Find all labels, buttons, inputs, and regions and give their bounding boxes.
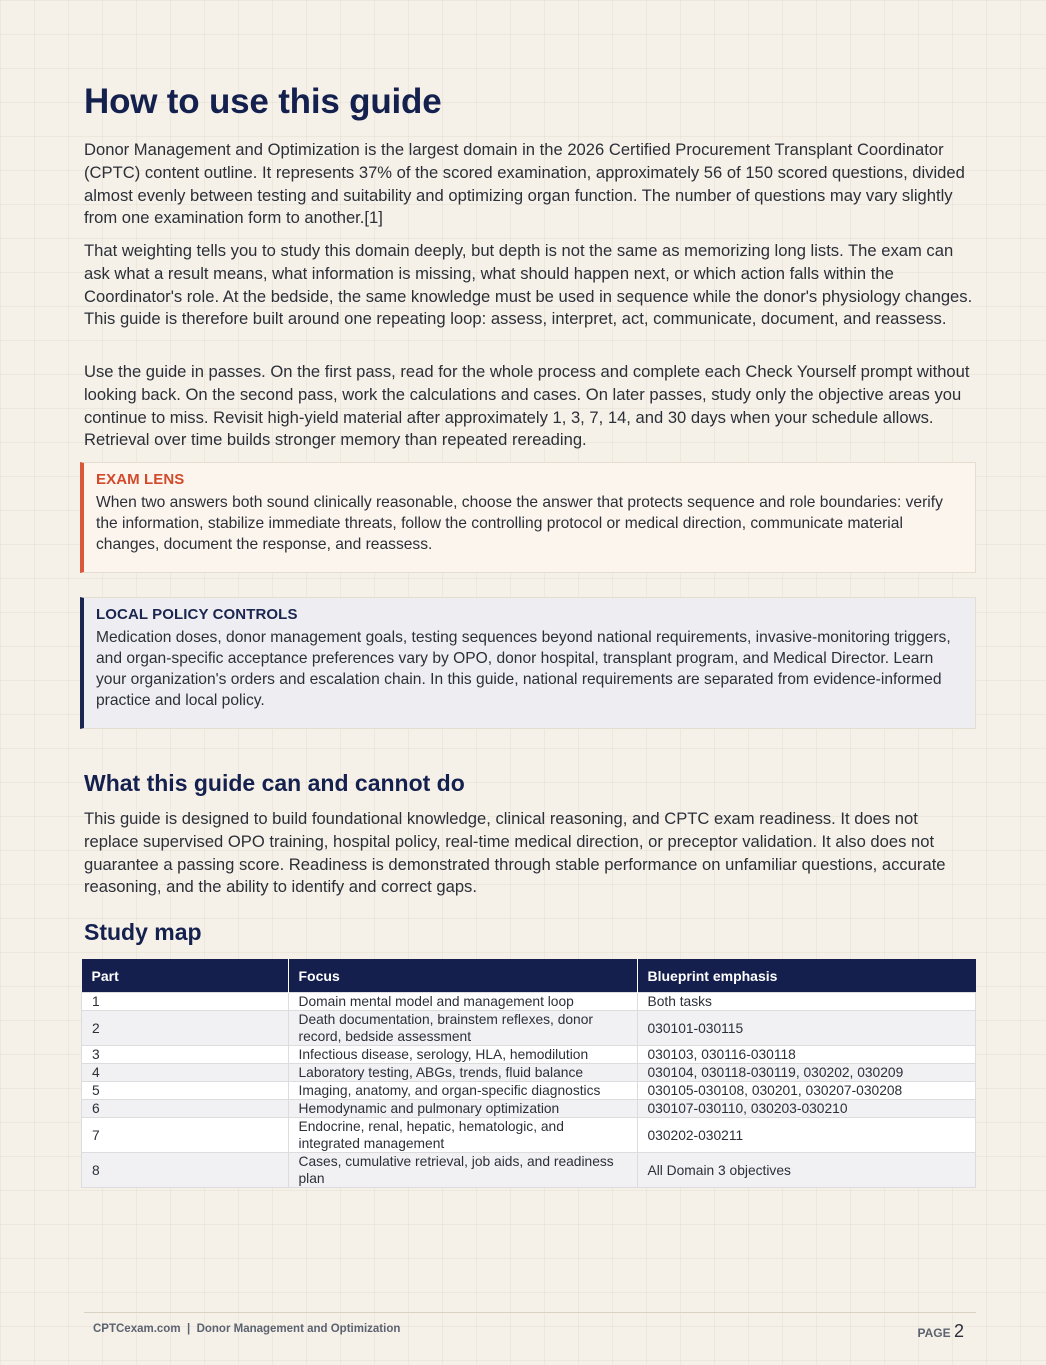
cell-part: 5 — [82, 1082, 289, 1100]
cell-part: 8 — [82, 1153, 289, 1188]
footer-separator: | — [186, 1323, 191, 1335]
exam-lens-callout — [80, 462, 976, 573]
table-row — [82, 1153, 976, 1188]
cell-blueprint: 030103, 030116-030118 — [637, 1046, 976, 1064]
table-header-row — [82, 959, 976, 993]
footer-doc-title: Donor Management and Optimization — [196, 1323, 401, 1335]
cell-focus: Cases, cumulative retrieval, job aids, and readiness plan — [288, 1153, 637, 1188]
table-row — [82, 1011, 976, 1046]
footer-page-label: PAGE — [917, 1326, 951, 1340]
footer-source — [93, 1323, 400, 1335]
cell-part: 3 — [82, 1046, 289, 1064]
footer-divider — [84, 1312, 976, 1313]
cell-focus: Hemodynamic and pulmonary optimization — [288, 1100, 637, 1118]
cell-focus: Imaging, anatomy, and organ-specific diagnostics — [288, 1082, 637, 1100]
section-heading-can-cannot: What this guide can and cannot do — [84, 770, 465, 796]
column-header-focus: Focus — [288, 959, 637, 993]
cell-blueprint: All Domain 3 objectives — [637, 1153, 976, 1188]
footer-page-number: 2 — [953, 1321, 964, 1341]
local-policy-body: Medication doses, donor management goals, testing sequences beyond national requirements, invasive-monitoring triggers, and organ-specific acceptance preferences vary by OPO, donor hospital, transplant program, and Medical Director. Learn your organization's orders and escalation chain. In this guide, national requirements are separated from evidence-informed practice and local policy. — [96, 629, 951, 709]
cell-blueprint: 030104, 030118-030119, 030202, 030209 — [637, 1064, 976, 1082]
exam-lens-title: EXAM LENS — [96, 471, 185, 488]
cell-part: 4 — [82, 1064, 289, 1082]
intro-paragraph: Donor Management and Optimization is the largest domain in the 2026 Certified Procurement Transplant Coordinator (CPTC) content outline. It represents 37% of the scored examination, approximately 56 of 150 scored questions, divided almost evenly between testing and suitability and optimizing organ function. The number of questions may vary slightly from one examination form to another.[1] — [84, 140, 965, 228]
local-policy-callout — [80, 597, 976, 729]
cell-blueprint: 030105-030108, 030201, 030207-030208 — [637, 1082, 976, 1100]
footer-site: CPTCexam.com — [93, 1323, 181, 1335]
passes-paragraph: Use the guide in passes. On the first pass, read for the whole process and complete each Check Yourself prompt without looking back. On the second pass, work the calculations and cases. On later passes, study only the objective areas you continue to miss. Revisit high-yield material after approximately 1, 3, 7, 14, and 30 days when your schedule allows. Retrieval over time builds stronger memory than repeated rereading. — [84, 362, 970, 450]
cell-part: 1 — [82, 993, 289, 1011]
cell-focus: Infectious disease, serology, HLA, hemodilution — [288, 1046, 637, 1064]
cell-blueprint: 030107-030110, 030203-030210 — [637, 1100, 976, 1118]
cell-blueprint: 030101-030115 — [637, 1011, 976, 1046]
section-heading-study-map: Study map — [84, 919, 202, 945]
table-row — [82, 1118, 976, 1153]
cell-focus: Death documentation, brainstem reflexes, donor record, bedside assessment — [288, 1011, 637, 1046]
footer-page — [918, 1321, 964, 1342]
table-row — [82, 993, 976, 1011]
column-header-blueprint: Blueprint emphasis — [637, 959, 976, 993]
table-row — [82, 1046, 976, 1064]
study-map-table — [81, 959, 976, 1188]
table-row — [82, 1064, 976, 1082]
column-header-part: Part — [82, 959, 289, 993]
cell-blueprint: 030202-030211 — [637, 1118, 976, 1153]
cell-focus: Laboratory testing, ABGs, trends, fluid balance — [288, 1064, 637, 1082]
local-policy-title: LOCAL POLICY CONTROLS — [96, 606, 298, 623]
can-cannot-paragraph: This guide is designed to build foundational knowledge, clinical reasoning, and CPTC exam readiness. It does not replace supervised OPO training, hospital policy, real-time medical direction, or preceptor validation. It also does not guarantee a passing score. Readiness is demonstrated through stable performance on unfamiliar questions, accurate reasoning, and the ability to identify and correct gaps. — [84, 809, 946, 897]
cell-part: 6 — [82, 1100, 289, 1118]
exam-lens-body: When two answers both sound clinically reasonable, choose the answer that protects sequence and role boundaries: verify the information, stabilize immediate threats, follow the controlling protocol or medical direction, communicate material changes, document the response, and reassess. — [96, 494, 943, 553]
weighting-paragraph: That weighting tells you to study this domain deeply, but depth is not the same as memorizing long lists. The exam can ask what a result means, what information is missing, what should happen next, or which action falls within the Coordinator's role. At the bedside, the same knowledge must be used in sequence while the donor's physiology changes. This guide is therefore built around one repeating loop: assess, interpret, act, communicate, document, and reassess. — [84, 241, 973, 329]
table-row — [82, 1100, 976, 1118]
cell-focus: Domain mental model and management loop — [288, 993, 637, 1011]
cell-part: 7 — [82, 1118, 289, 1153]
cell-blueprint: Both tasks — [637, 993, 976, 1011]
cell-focus: Endocrine, renal, hepatic, hematologic, and integrated management — [288, 1118, 637, 1153]
cell-part: 2 — [82, 1011, 289, 1046]
table-row — [82, 1082, 976, 1100]
page-title: How to use this guide — [84, 82, 442, 121]
